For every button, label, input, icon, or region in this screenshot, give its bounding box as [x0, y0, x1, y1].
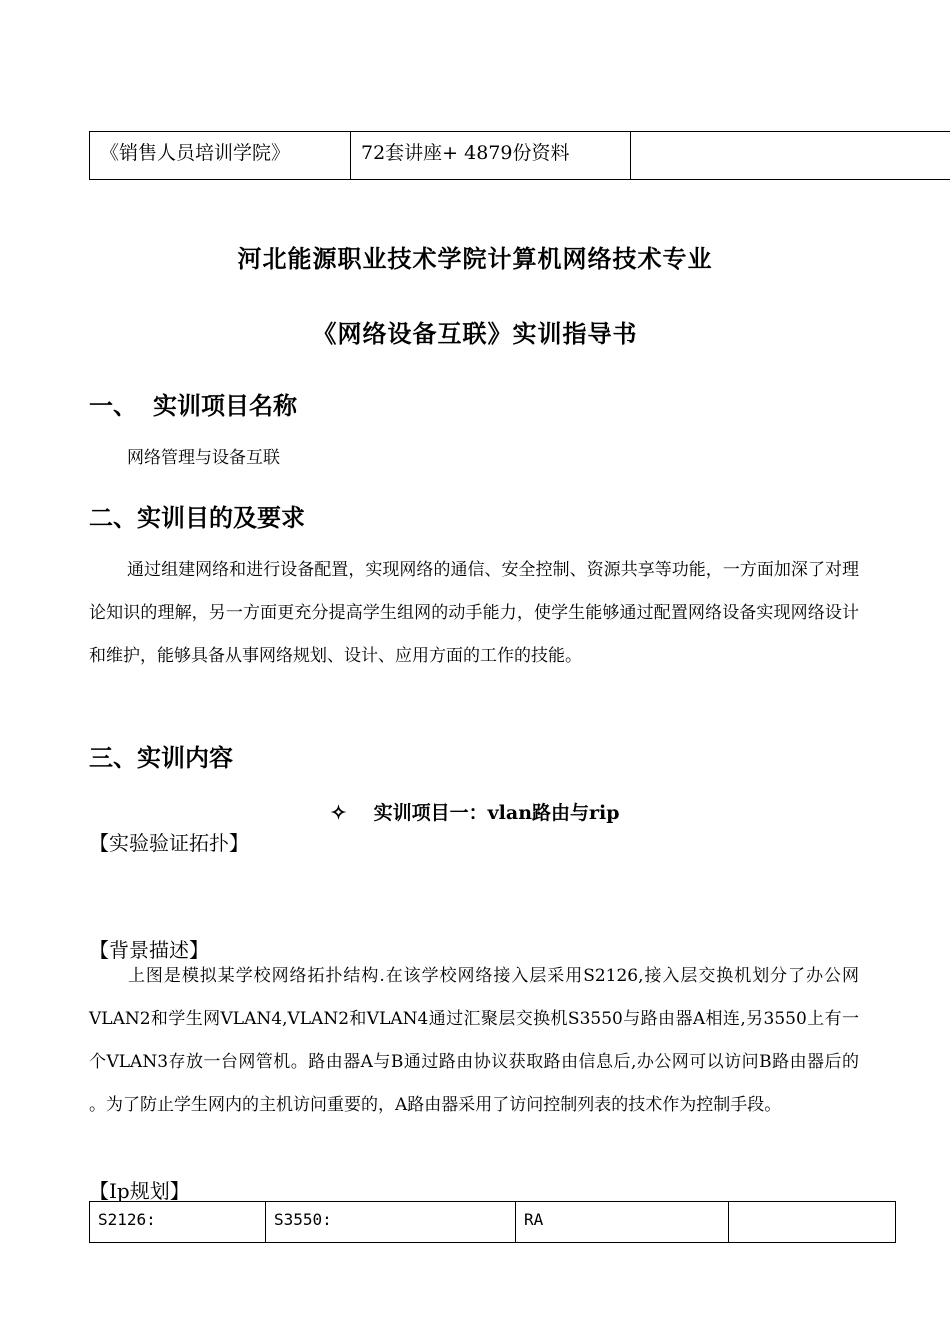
- project-title-text: 实训项目一：vlan路由与rip: [373, 802, 620, 824]
- table-cell: RA: [516, 1202, 729, 1243]
- section2-body-text: 通过组建网络和进行设备配置，实现网络的通信、安全控制、资源共享等功能，一方面加深了对理论知识的理解，另一方面更充分提高学生组网的动手能力，使学生能够通过配置网络设备实现网络设计和维护，能够具备从事网络规划、设计、应用方面的工作的技能。: [89, 560, 859, 666]
- topology-label: 【实验验证拓扑】: [89, 831, 249, 855]
- background-body-text: 上图是模拟某学校网络拓扑结构.在该学校网络接入层采用S2126,接入层交换机划分了办公网VLAN2和学生网VLAN4,VLAN2和VLAN4通过汇聚层交换机S3550与路由器A相连,另3550上有一个VLAN3存放一台网管机。路由器A与B通过路由协议获取路由信息后,办公网可以访问B路由器后的 。为了防止学生网内的主机访问重要的，A路由器采用了访问控制列表的技术作为控制手段。: [89, 966, 859, 1115]
- ip-table: [89, 1201, 896, 1243]
- section1-body: [89, 437, 859, 480]
- table-row: [90, 1202, 896, 1243]
- section1-body-text: 网络管理与设备互联: [127, 448, 280, 468]
- table-cell: 《销售人员培训学院》: [90, 132, 351, 180]
- section1-heading: [89, 386, 297, 421]
- document-title-line1: 河北能源职业技术学院计算机网络技术专业: [237, 244, 713, 273]
- table-cell: S2126:: [90, 1202, 266, 1243]
- background-body: [89, 955, 859, 1127]
- table-row: [90, 132, 950, 180]
- table-cell: [631, 132, 950, 180]
- top-table: [89, 131, 950, 180]
- section2-heading: 二、实训目的及要求: [89, 503, 305, 532]
- table-cell: 72套讲座+ 4879份资料: [351, 132, 631, 180]
- section2-body: [89, 549, 859, 678]
- background-label: 【背景描述】: [89, 938, 209, 962]
- ip-plan-label: 【Ip规划】: [89, 1179, 190, 1203]
- section1-number: 一、: [89, 391, 137, 420]
- table-cell: S3550:: [266, 1202, 516, 1243]
- table-cell: [729, 1202, 896, 1243]
- diamond-icon: ✧: [330, 802, 347, 824]
- section1-title: 实训项目名称: [153, 391, 297, 420]
- project-title: [0, 798, 950, 825]
- section3-heading: 三、实训内容: [89, 743, 233, 772]
- document-title-line2: 《网络设备互联》实训指导书: [312, 319, 638, 348]
